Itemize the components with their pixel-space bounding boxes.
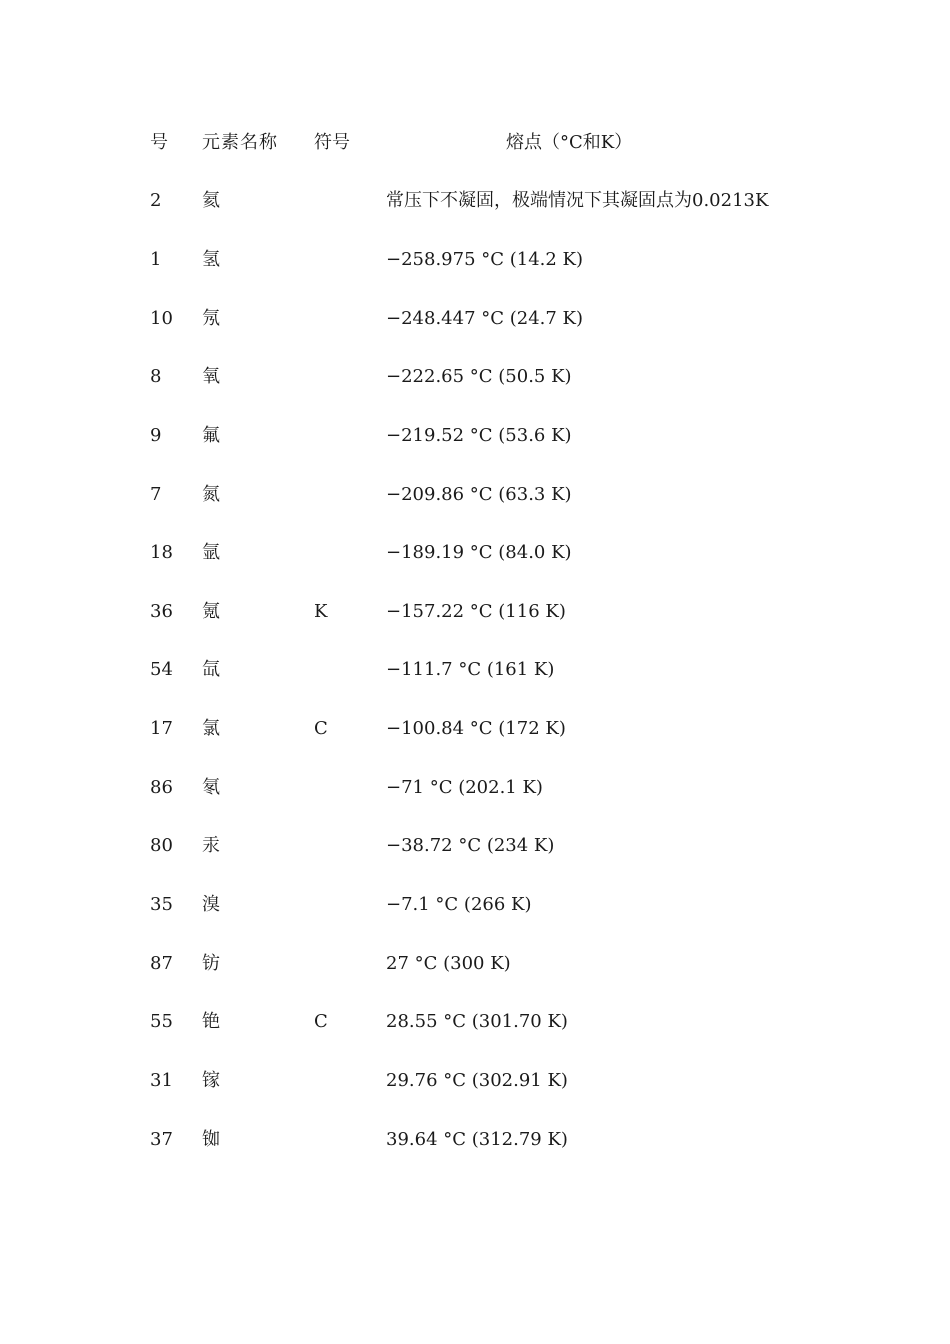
table-row	[0, 831, 950, 861]
table-row	[0, 421, 950, 451]
row-number: 2	[150, 190, 162, 211]
table-row	[0, 773, 950, 803]
row-element-name: 氡	[202, 777, 220, 798]
row-number: 86	[150, 777, 173, 798]
table-row	[0, 480, 950, 510]
row-symbol: C	[314, 1011, 328, 1032]
table-row	[0, 655, 950, 685]
row-number: 87	[150, 953, 173, 974]
table-row	[0, 362, 950, 392]
row-melting-point: −258.975 °C (14.2 K)	[386, 249, 584, 270]
row-number: 35	[150, 894, 173, 915]
row-melting-point: 39.64 °C (312.79 K)	[386, 1129, 568, 1150]
row-element-name: 氪	[202, 601, 220, 622]
row-melting-point: −248.447 °C (24.7 K)	[386, 308, 584, 329]
row-element-name: 镓	[202, 1070, 220, 1091]
row-element-name: 铯	[202, 1011, 220, 1032]
table-row	[0, 1007, 950, 1037]
row-element-name: 氮	[202, 484, 220, 505]
row-number: 54	[150, 659, 173, 680]
table-row	[0, 186, 950, 216]
row-melting-point: 常压下不凝固，极端情况下其凝固点为0.0213K	[386, 190, 769, 211]
row-number: 1	[150, 249, 162, 270]
row-element-name: 氙	[202, 659, 220, 680]
row-number: 37	[150, 1129, 173, 1150]
row-number: 31	[150, 1070, 173, 1091]
table-row	[0, 1066, 950, 1096]
row-melting-point: −100.84 °C (172 K)	[386, 718, 566, 739]
row-number: 36	[150, 601, 173, 622]
row-melting-point: −209.86 °C (63.3 K)	[386, 484, 572, 505]
table-header-row	[0, 128, 950, 158]
header-number: 号	[150, 132, 168, 153]
row-melting-point: −38.72 °C (234 K)	[386, 835, 555, 856]
table-row	[0, 1125, 950, 1155]
row-element-name: 氖	[202, 308, 220, 329]
row-melting-point: −189.19 °C (84.0 K)	[386, 542, 572, 563]
row-element-name: 钫	[202, 953, 220, 974]
row-element-name: 氢	[202, 249, 220, 270]
row-element-name: 铷	[202, 1129, 220, 1150]
row-number: 55	[150, 1011, 173, 1032]
row-melting-point: 29.76 °C (302.91 K)	[386, 1070, 568, 1091]
row-number: 10	[150, 308, 173, 329]
table-row	[0, 890, 950, 920]
row-number: 9	[150, 425, 162, 446]
table-row	[0, 714, 950, 744]
row-element-name: 氟	[202, 425, 220, 446]
row-number: 17	[150, 718, 173, 739]
row-symbol: C	[314, 718, 328, 739]
row-melting-point: 27 °C (300 K)	[386, 953, 511, 974]
header-melting-point: 熔点（°C和K）	[506, 132, 633, 153]
row-melting-point: −157.22 °C (116 K)	[386, 601, 566, 622]
row-element-name: 氯	[202, 718, 220, 739]
header-symbol: 符号	[314, 132, 350, 153]
row-melting-point: −71 °C (202.1 K)	[386, 777, 543, 798]
table-row	[0, 949, 950, 979]
row-element-name: 氩	[202, 542, 220, 563]
table-row	[0, 597, 950, 627]
row-element-name: 溴	[202, 894, 220, 915]
row-number: 80	[150, 835, 173, 856]
table-row	[0, 538, 950, 568]
table-row	[0, 304, 950, 334]
row-melting-point: 28.55 °C (301.70 K)	[386, 1011, 568, 1032]
header-element-name: 元素名称	[202, 132, 278, 153]
row-melting-point: −7.1 °C (266 K)	[386, 894, 532, 915]
row-number: 8	[150, 366, 162, 387]
table-row	[0, 245, 950, 275]
row-number: 18	[150, 542, 173, 563]
row-element-name: 氧	[202, 366, 220, 387]
row-number: 7	[150, 484, 162, 505]
row-element-name: 汞	[202, 835, 220, 856]
row-element-name: 氦	[202, 190, 220, 211]
row-melting-point: −219.52 °C (53.6 K)	[386, 425, 572, 446]
row-melting-point: −111.7 °C (161 K)	[386, 659, 555, 680]
row-symbol: K	[314, 601, 328, 622]
row-melting-point: −222.65 °C (50.5 K)	[386, 366, 572, 387]
